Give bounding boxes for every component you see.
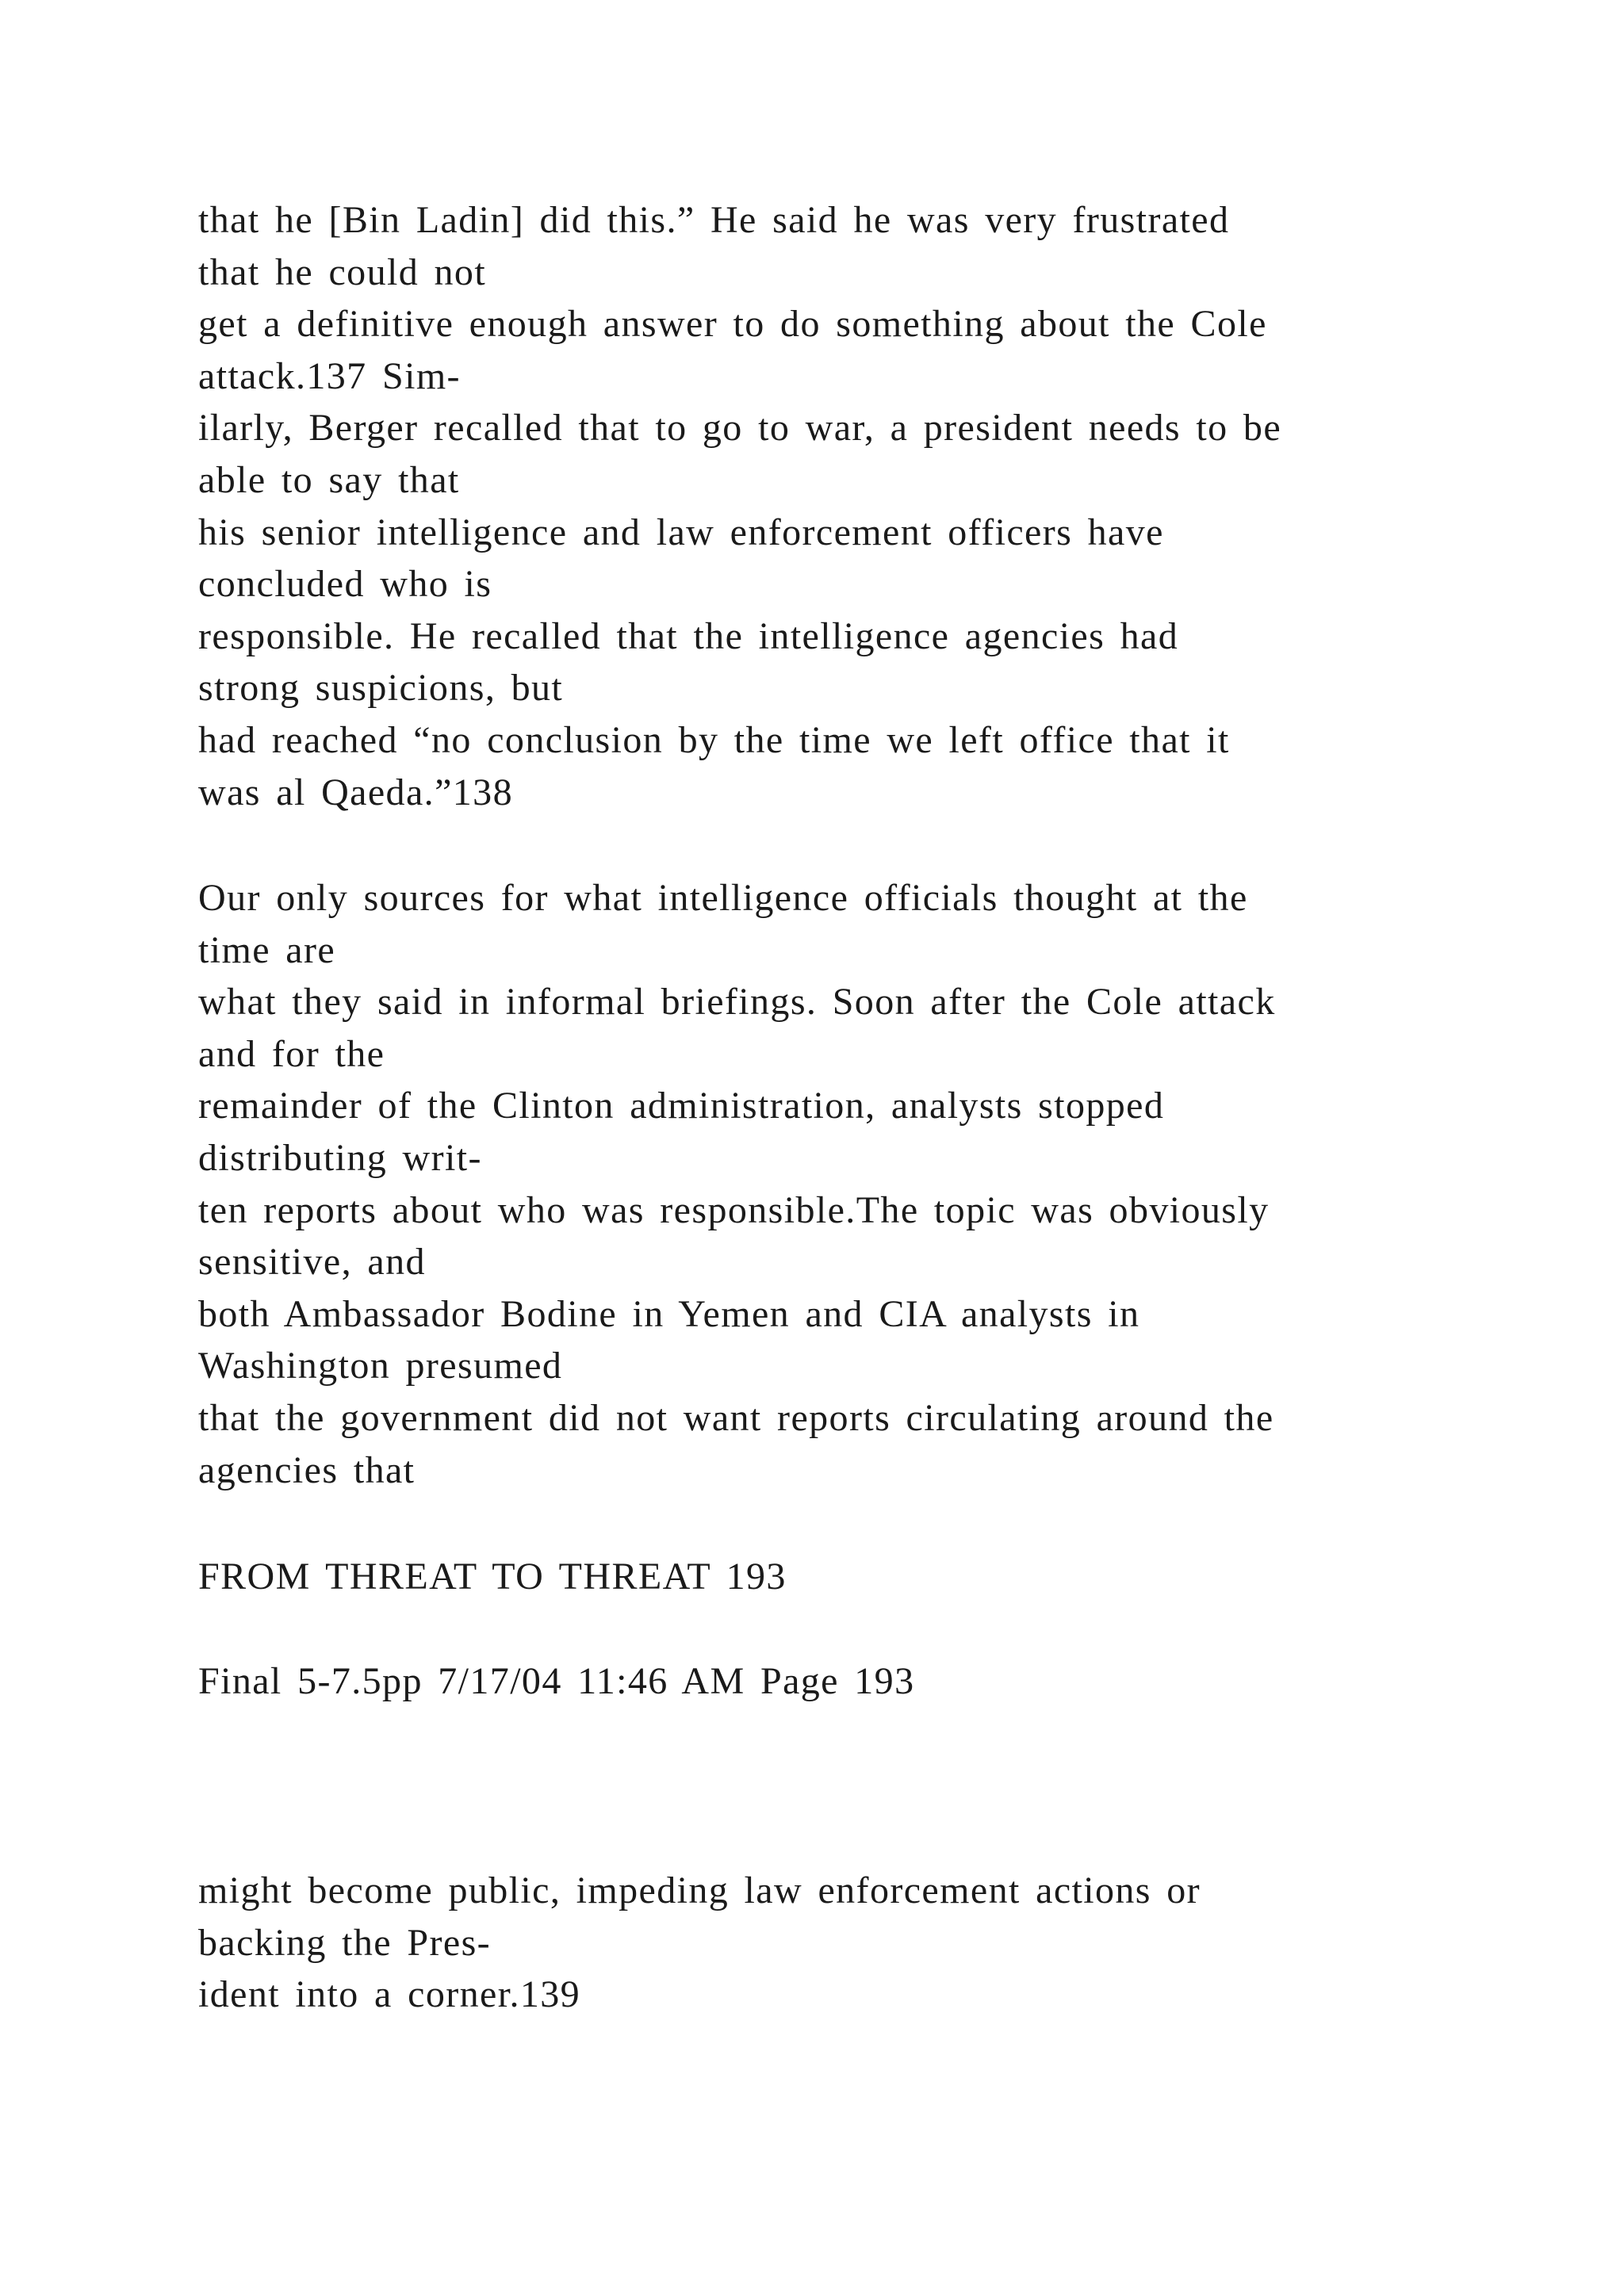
text-line: strong suspicions, but: [198, 667, 564, 710]
text-line: distributing writ-: [198, 1136, 482, 1179]
text-line: backing the Pres-: [198, 1921, 492, 1964]
text-line: Our only sources for what intelligence officials thought at the: [198, 877, 1248, 919]
running-header-text: FROM THREAT TO THREAT 193: [198, 1556, 787, 1598]
text-line: was al Qaeda.”138: [198, 771, 513, 813]
text-line: able to say that: [198, 458, 460, 501]
text-line: that the government did not want reports circulating around the: [198, 1396, 1274, 1439]
text-line: responsible. He recalled that the intelligence agencies had: [198, 614, 1179, 657]
text-line: ident into a corner.139: [198, 1973, 581, 2016]
paragraph-continuation: [198, 1865, 1435, 2021]
text-line: what they said in informal briefings. Soon after the Cole attack: [198, 981, 1276, 1024]
text-line: concluded who is: [198, 563, 492, 606]
text-line: and for the: [198, 1032, 385, 1075]
paragraph-intelligence-sources: [198, 872, 1435, 1496]
text-line: Washington presumed: [198, 1345, 563, 1387]
text-line: remainder of the Clinton administration, analysts stopped: [198, 1085, 1165, 1127]
paragraph-bin-ladin-cole: [198, 194, 1435, 818]
text-line: attack.137 Sim-: [198, 354, 461, 397]
text-line: his senior intelligence and law enforcement officers have: [198, 511, 1164, 553]
text-line: both Ambassador Bodine in Yemen and CIA analysts in: [198, 1292, 1140, 1335]
running-header: [198, 1551, 1435, 1603]
text-line: that he could not: [198, 251, 487, 293]
text-line: get a definitive enough answer to do something about the Cole: [198, 303, 1267, 346]
text-line: had reached “no conclusion by the time we left office that it: [198, 718, 1230, 761]
text-line: might become public, impeding law enforcement actions or: [198, 1869, 1201, 1911]
text-line: agencies that: [198, 1448, 416, 1491]
text-line: ilarly, Berger recalled that to go to war, a president needs to be: [198, 407, 1282, 450]
text-line: ten reports about who was responsible.The topic was obviously: [198, 1188, 1270, 1231]
print-slug-text: Final 5-7.5pp 7/17/04 11:46 AM Page 193: [198, 1660, 915, 1702]
print-slug: [198, 1655, 1435, 1708]
text-line: time are: [198, 928, 336, 971]
text-line: sensitive, and: [198, 1241, 426, 1284]
text-line: that he [Bin Ladin] did this.” He said he was very frustrated: [198, 199, 1230, 241]
